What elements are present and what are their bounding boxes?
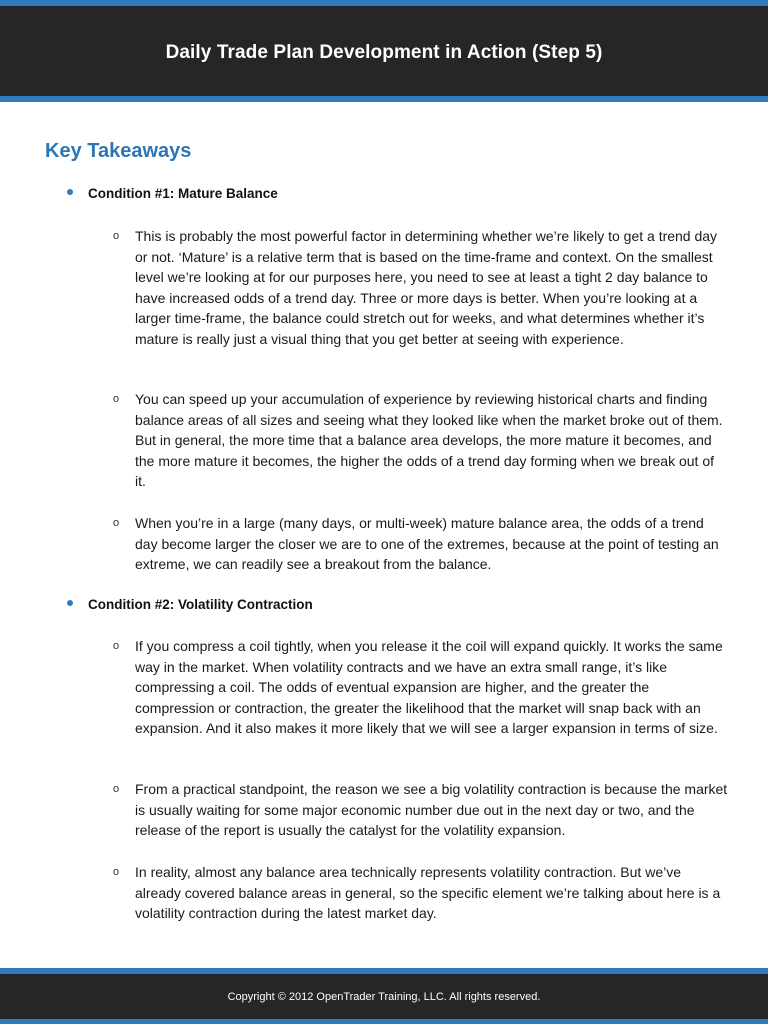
condition-2-paragraph-1 (113, 636, 728, 739)
sub-bullet-icon: o (113, 393, 120, 405)
sub-bullet-icon: o (113, 783, 120, 795)
paragraph-text: From a practical standpoint, the reason we see a big volatility contraction is because the market is usually waiting for some major economic number due out in the next day or two, and the release of the report is usually the catalyst for the volatility expansion. (135, 781, 728, 839)
paragraph-text: If you compress a coil tightly, when you release it the coil will expand quickly. It works the same way in the market. When volatility contracts and we have an extra small range, it’s like compressing a coil. The odds of eventual expansion are higher, and the greater the compression or contraction, the greater the likelihood that the market will snap back with an expansion. And it also makes it more likely that we will see a larger expansion in terms of size. (135, 638, 723, 737)
condition-1-item (67, 186, 278, 201)
bullet-icon (67, 189, 73, 195)
paragraph-text: When you’re in a large (many days, or multi-week) mature balance area, the odds of a trend day become larger the closer we are to one of the extremes, because at the point of testing an extreme, we can readily see a breakout from the balance. (135, 515, 719, 573)
copyright-text: Copyright © 2012 OpenTrader Training, LLC. All rights reserved. (227, 991, 541, 1003)
bullet-icon (67, 600, 73, 606)
sub-bullet-icon: o (113, 640, 120, 652)
condition-1-paragraph-2 (113, 389, 728, 492)
paragraph-text: In reality, almost any balance area technically represents volatility contraction. But we’ve already covered balance areas in general, so the specific element we’re talking about here is a volatility contraction during the latest market day. (135, 864, 721, 922)
paragraph-text: You can speed up your accumulation of experience by reviewing historical charts and finding balance areas of all sizes and seeing what they looked like when the market broke out of them. But in general, the more time that a balance area develops, the more mature it becomes, and the more mature it becomes, the higher the odds of a trend day forming when we break out of it. (135, 391, 723, 490)
condition-1-title: Condition #1: Mature Balance (88, 186, 278, 201)
page-title: Daily Trade Plan Development in Action (Step 5) (165, 42, 603, 63)
sub-bullet-icon: o (113, 517, 120, 529)
condition-2-title: Condition #2: Volatility Contraction (88, 597, 313, 612)
page-header (0, 0, 768, 102)
condition-1-paragraph-1 (113, 226, 728, 350)
sub-bullet-icon: o (113, 230, 120, 242)
paragraph-text: This is probably the most powerful factor in determining whether we’re likely to get a trend day or not. ‘Mature’ is a relative term that is based on the time-frame and context. On the smallest level we’re looking at for our purposes here, you need to see at least a tight 2 day balance to have increased odds of a trend day. Three or more days is better. When you’re looking at a larger time-frame, the balance could stretch out for weeks, and what determines whether it’s mature is really just a visual thing that you get better at seeing with experience. (135, 228, 718, 347)
section-heading: Key Takeaways (45, 140, 192, 162)
condition-2-paragraph-3 (113, 862, 728, 924)
condition-1-paragraph-3 (113, 513, 728, 575)
condition-2-item (67, 597, 313, 612)
condition-2-paragraph-2 (113, 779, 728, 841)
page-footer (0, 968, 768, 1024)
sub-bullet-icon: o (113, 866, 120, 878)
